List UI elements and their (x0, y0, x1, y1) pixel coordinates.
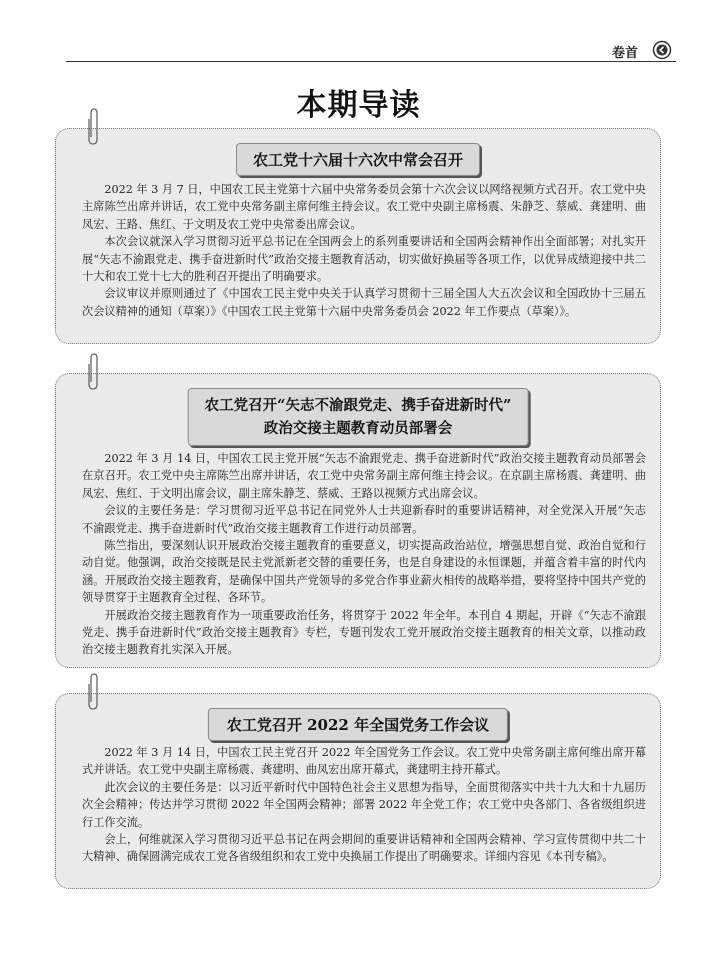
article-box-3 (55, 693, 661, 889)
article-body (82, 450, 646, 659)
paragraph: 2022 年 3 月 7 日，中国农工民主党第十六届中央常务委员会第十六次会议以网络视频方式召开。农工党中央主席陈竺出席并讲话，农工党中央常务副主席何维主持会议。农工党中央副主席杨震、朱静芝、蔡威、龚建明、曲凤宏、王路、焦红、于文明及农工党中央常委出席会议。 (82, 183, 646, 231)
article-body (82, 744, 646, 866)
article-box-1 (55, 128, 661, 344)
article-title: 农工党召开“矢志不渝跟党走、携手奋进新时代” 政治交接主题教育动员部署会 (188, 388, 529, 446)
article-body (82, 181, 646, 320)
article-box-2 (55, 373, 661, 668)
header-rule (66, 61, 676, 62)
circle-arrow-left-icon (652, 40, 672, 60)
paragraph: 会议的主要任务是：学习贯彻习近平总书记在同党外人士共迎新春时的重要讲话精神，对全党深入开展“矢志不渝跟党走、携手奋进新时代”政治交接主题教育工作进行动员部署。 (82, 504, 646, 535)
article-title: 农工党十六届十六次中常会召开 (236, 143, 480, 176)
paragraph: 本次会议就深入学习贯彻习近平总书记在全国两会上的系列重要讲话和全国两会精神作出全面部署；对扎实开展“矢志不渝跟党走、携手奋进新时代”政治交接主题教育活动，切实做好换届等各项工作，以优异成绩迎接中共二十大和农工党十七大的胜利召开提出了明确要求。 (82, 235, 646, 284)
section-label: 卷首 (612, 46, 639, 61)
paragraph: 会议审议并原则通过了《中国农工民主党中央关于认真学习贯彻十三届全国人大五次会议和全国政协十三届五次会议精神的通知（草案）》《中国农工民主党第十六届中央常务委员会 2022 年工作要点（草案）》。 (82, 287, 646, 318)
paragraph: 2022 年 3 月 14 日，中国农工民主党召开 2022 年全国党务工作会议。农工党中央常务副主席何维出席开幕式并讲话。农工党中央副主席杨震、龚建明、曲凤宏出席开幕式，龚建明主持开幕式。 (82, 746, 646, 777)
paragraph: 2022 年 3 月 14 日，中国农工民主党开展“矢志不渝跟党走、携手奋进新时代”政治交接主题教育动员部署会在京召开。农工党中央主席陈竺出席并讲话，农工党中央常务副主席何维主持会议。在京副主席杨震、龚建明、曲凤宏、焦红、于文明出席会议，副主席朱静芝、蔡威、王路以视频方式出席会议。 (82, 452, 646, 500)
paperclip-icon (86, 672, 102, 712)
paperclip-icon (86, 352, 102, 392)
paperclip-icon (86, 107, 102, 147)
paragraph: 会上，何维就深入学习贯彻习近平总书记在两会期间的重要讲话精神和全国两会精神、学习宣传贯彻中共二十大精神、确保圆满完成农工党各省级组织和农工党中央换届工作提出了明确要求。详细内容见《本刊专稿》。 (82, 833, 646, 864)
paragraph: 陈竺指出，要深刻认识开展政治交接主题教育的重要意义，切实提高政治站位，增强思想自觉、政治自觉和行动自觉。他强调，政治交接既是民主党派新老交替的重要任务，也是自身建设的永恒课题，并蕴含着丰富的时代内涵。开展政治交接主题教育，是确保中国共产党领导的多党合作事业薪火相传的战略举措，要将坚持中国共产党的领导贯穿于主题教育全过程、各环节。 (82, 539, 646, 605)
page-title: 本期导读 (296, 88, 421, 123)
paragraph: 此次会议的主要任务是：以习近平新时代中国特色社会主义思想为指导，全面贯彻落实中共十九大和十九届历次全会精神；传达并学习贯彻 2022 年全国两会精神；部署 2022 年全党工作；农工党中央各部门、各省级组织进行工作交流。 (82, 780, 646, 829)
article-title: 农工党召开 2022 年全国党务工作会议 (208, 708, 508, 741)
paragraph: 开展政治交接主题教育作为一项重要政治任务，将贯穿于 2022 年全年。本刊自 4 期起，开辟《“矢志不渝跟党走、携手奋进新时代”政治交接主题教育》专栏，专题刊发农工党开展政治交接主题教育的相关文章，以推动政治交接主题教育扎实深入开展。 (82, 608, 646, 657)
